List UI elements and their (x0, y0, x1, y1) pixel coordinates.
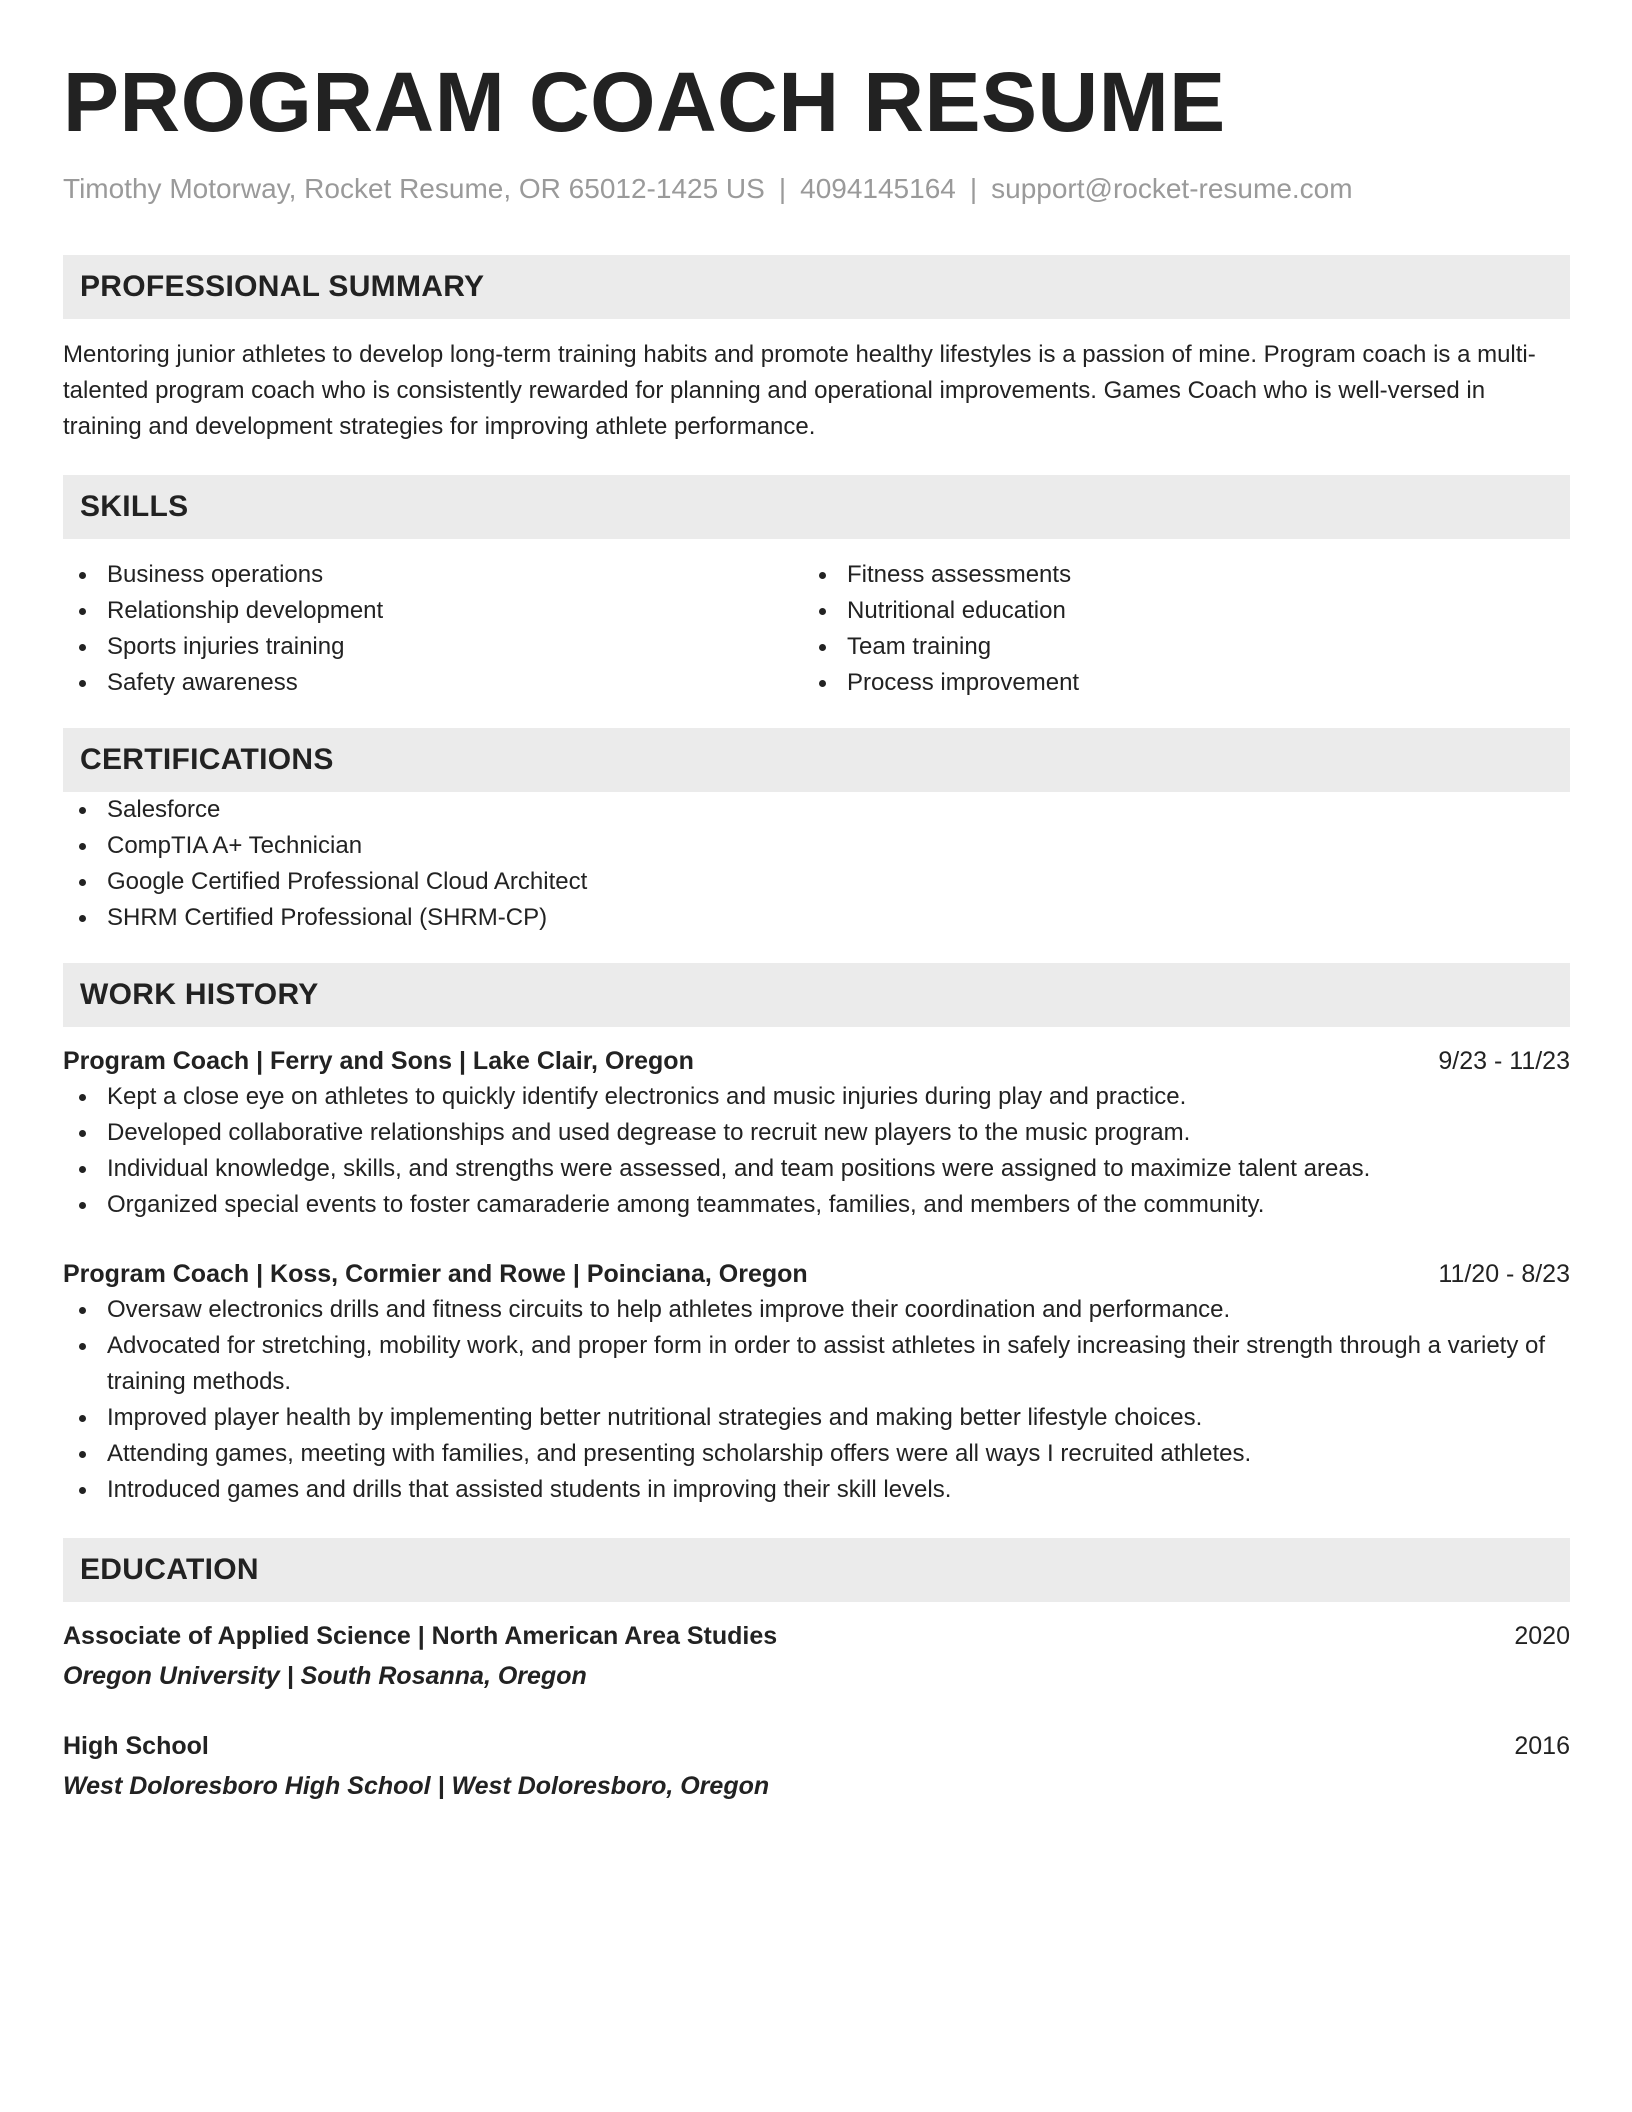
job-bullet: Oversaw electronics drills and fitness circuits to help athletes improve their coordination and performance. (63, 1292, 1570, 1328)
job-bullet: Individual knowledge, skills, and strengths were assessed, and team positions were assigned to maximize talent areas. (63, 1151, 1570, 1187)
certifications-list (63, 792, 1570, 936)
certification-item: CompTIA A+ Technician (63, 828, 1570, 864)
education-degree: Associate of Applied Science | North American Area Studies (63, 1622, 778, 1650)
skill-item: Nutritional education (803, 593, 1543, 629)
education-entry (63, 1728, 1570, 1804)
job-bullets (63, 1292, 1570, 1508)
contact-separator: | (969, 173, 978, 204)
job-bullet: Improved player health by implementing better nutritional strategies and making better lifestyle choices. (63, 1400, 1570, 1436)
contact-line (63, 172, 1570, 206)
job-bullet: Advocated for stretching, mobility work, and proper form in order to assist athletes in safely increasing their strength through a variety of training methods. (63, 1328, 1570, 1400)
education-year: 2016 (1514, 1732, 1570, 1760)
job-title: Program Coach | Koss, Cormier and Rowe | Poinciana, Oregon (63, 1260, 808, 1288)
summary-text: Mentoring junior athletes to develop long-term training habits and promote healthy lifestyles is a passion of mine. Program coach is a multi-talented program coach who is consistently rewarded for planning and operational improvements. Games Coach who is well-versed in training and development strategies for improving athlete performance. (63, 341, 1536, 440)
contact-separator: | (778, 173, 787, 204)
contact-email: support@rocket-resume.com (991, 173, 1353, 204)
job-bullet: Organized special events to foster camaraderie among teammates, families, and members of the community. (63, 1187, 1570, 1223)
skills-column-left (63, 557, 803, 701)
certification-item: SHRM Certified Professional (SHRM-CP) (63, 900, 1570, 936)
skill-item: Team training (803, 629, 1543, 665)
certification-item: Salesforce (63, 792, 1570, 828)
job-header (63, 1043, 1570, 1079)
certification-item: Google Certified Professional Cloud Architect (63, 864, 1570, 900)
skill-item: Relationship development (63, 593, 803, 629)
section-heading-summary: PROFESSIONAL SUMMARY (63, 255, 1570, 319)
job-bullet: Attending games, meeting with families, and presenting scholarship offers were all ways I recruited athletes. (63, 1436, 1570, 1472)
job-bullet: Developed collaborative relationships and used degrease to recruit new players to the music program. (63, 1115, 1570, 1151)
skill-item: Sports injuries training (63, 629, 803, 665)
skill-item: Safety awareness (63, 665, 803, 701)
job-dates: 9/23 - 11/23 (1438, 1047, 1570, 1075)
skills-list (63, 557, 1570, 701)
education-header (63, 1728, 1570, 1764)
page-title: PROGRAM COACH RESUME (63, 55, 1226, 149)
education-header (63, 1618, 1570, 1654)
education-school: Oregon University | South Rosanna, Oregon (63, 1662, 587, 1690)
education-entry (63, 1618, 1570, 1694)
education-year: 2020 (1514, 1622, 1570, 1650)
job-title: Program Coach | Ferry and Sons | Lake Clair, Oregon (63, 1047, 694, 1075)
skills-column-right (803, 557, 1543, 701)
section-heading-certifications: CERTIFICATIONS (63, 728, 1570, 792)
education-school: West Doloresboro High School | West Doloresboro, Oregon (63, 1772, 770, 1800)
job-bullet: Introduced games and drills that assisted students in improving their skill levels. (63, 1472, 1570, 1508)
job-entry (63, 1256, 1570, 1508)
section-heading-education: EDUCATION (63, 1538, 1570, 1602)
section-heading-work-history: WORK HISTORY (63, 963, 1570, 1027)
job-entry (63, 1043, 1570, 1223)
skill-item: Fitness assessments (803, 557, 1543, 593)
contact-phone: 4094145164 (800, 173, 956, 204)
job-dates: 11/20 - 8/23 (1438, 1260, 1570, 1288)
education-degree: High School (63, 1732, 209, 1760)
skill-item: Business operations (63, 557, 803, 593)
section-heading-skills: SKILLS (63, 475, 1570, 539)
job-bullet: Kept a close eye on athletes to quickly identify electronics and music injuries during play and practice. (63, 1079, 1570, 1115)
contact-address: Timothy Motorway, Rocket Resume, OR 65012-1425 US (63, 173, 765, 204)
job-bullets (63, 1079, 1570, 1223)
skill-item: Process improvement (803, 665, 1543, 701)
job-header (63, 1256, 1570, 1292)
